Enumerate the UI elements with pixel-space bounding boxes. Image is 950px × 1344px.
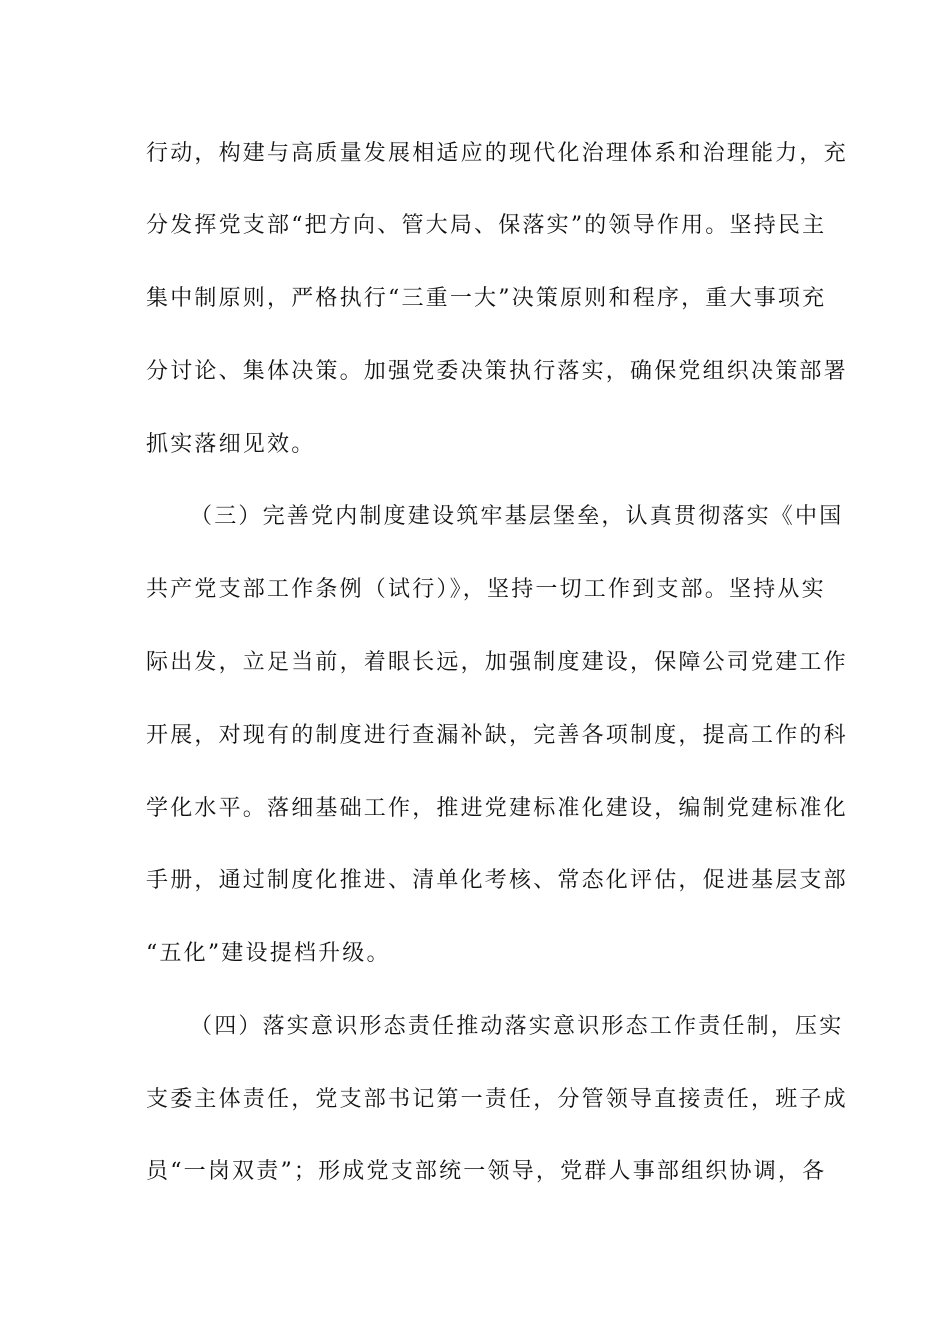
- text-line: 抓实落细见效。: [146, 432, 316, 457]
- text-line: 际出发，立足当前，着眼长远，加强制度建设，保障公司党建工作: [146, 650, 848, 675]
- text-line: 手册，通过制度化推进、清单化考核、常态化评估，促进基层支部: [146, 868, 848, 893]
- text-line: 共产党支部工作条例（试行）》，坚持一切工作到支部。坚持从实: [146, 577, 826, 602]
- text-line: “五化”建设提档升级。: [146, 941, 391, 966]
- text-line: 开展，对现有的制度进行查漏补缺，完善各项制度，提高工作的科: [146, 723, 848, 748]
- section-heading-line: （四）落实意识形态责任推动落实意识形态工作责任制，压实: [190, 1014, 844, 1039]
- text-line: 学化水平。落细基础工作，推进党建标准化建设，编制党建标准化: [146, 796, 848, 821]
- text-line: 员“一岗双责”；形成党支部统一领导，党群人事部组织协调，各: [146, 1159, 827, 1184]
- text-line: 分讨论、集体决策。加强党委决策执行落实，确保党组织决策部署: [146, 359, 848, 384]
- text-line: 分发挥党支部“把方向、管大局、保落实”的领导作用。坚持民主: [146, 213, 827, 238]
- text-line: 集中制原则，严格执行“三重一大”决策原则和程序，重大事项充: [146, 286, 827, 311]
- text-line: 行动，构建与高质量发展相适应的现代化治理体系和治理能力，充: [146, 141, 848, 166]
- section-heading-line: （三）完善党内制度建设筑牢基层堡垒，认真贯彻落实《中国: [190, 504, 844, 529]
- text-line: 支委主体责任，党支部书记第一责任，分管领导直接责任，班子成: [146, 1087, 848, 1112]
